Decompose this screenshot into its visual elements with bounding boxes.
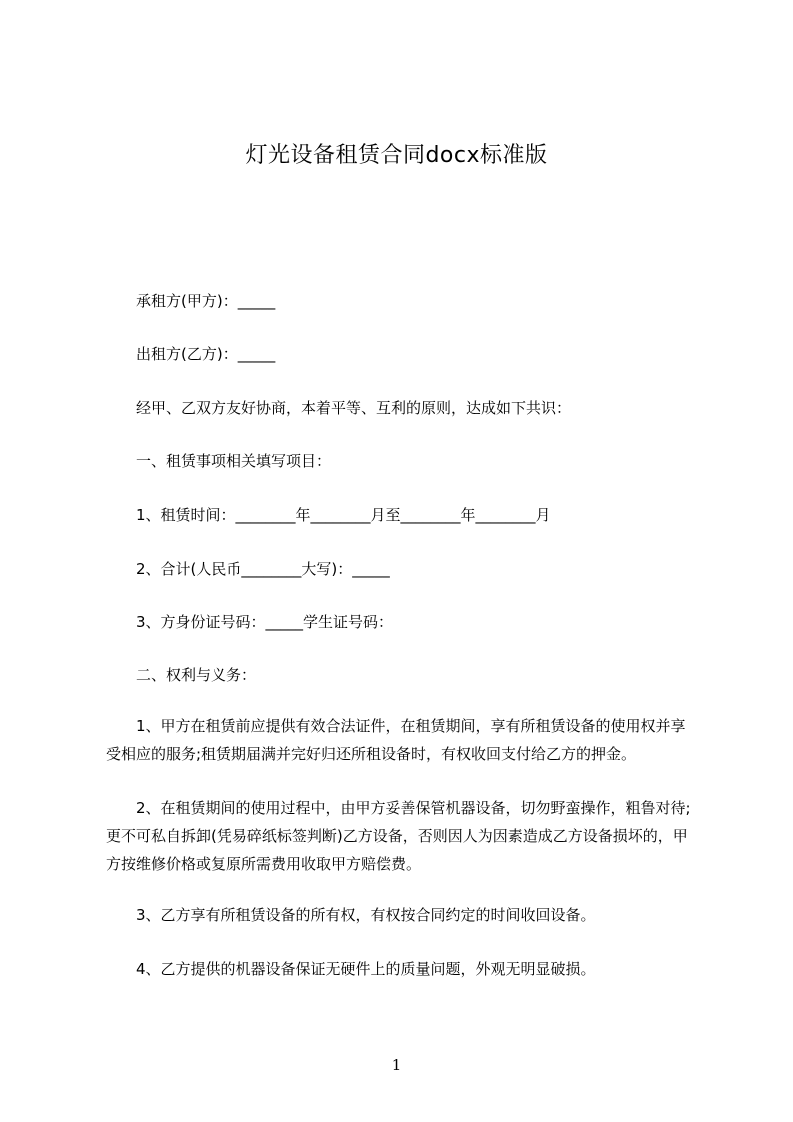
document-title: 灯光设备租赁合同docx标准版 [245,143,548,168]
rights-paragraph-4: 4、乙方提供的机器设备保证无硬件上的质量问题，外观无明显破损。 [136,960,596,978]
lessee-line: 承租方(甲方)：_____ [136,292,276,310]
id-number-line: 3、方身份证号码：_____学生证号码： [136,613,394,631]
intro-line: 经甲、乙双方友好协商，本着平等、互利的原则，达成如下共识： [136,399,572,417]
rights-paragraph-3: 3、乙方享有所租赁设备的所有权，有权按合同约定的时间收回设备。 [136,906,596,924]
section1-heading: 一、租赁事项相关填写项目： [136,452,332,470]
page-number: 1 [391,1056,402,1074]
section2-heading: 二、权利与义务： [136,666,257,684]
rights-paragraph-1: 1、甲方在租赁前应提供有效合法证件，在租赁期间，享有所租赁设备的使用权并享受相应的服务;租赁期届满并完好归还所租设备时，有权收回支付给乙方的押金。 [106,717,686,763]
rights-paragraph-2: 2、在租赁期间的使用过程中，由甲方妥善保管机器设备，切勿野蛮操作，粗鲁对待;更不可私自拆卸(凭易碎纸标签判断)乙方设备，否则因人为因素造成乙方设备损坏的，甲方按维修价格或复原所需费用收取甲方赔偿费。 [106,799,691,873]
rental-time-line: 1、租赁时间：________年________月至________年________月 [136,506,551,524]
lessor-line: 出租方(乙方)：_____ [136,345,276,363]
total-amount-line: 2、合计(人民币________大写)：_____ [136,560,390,578]
